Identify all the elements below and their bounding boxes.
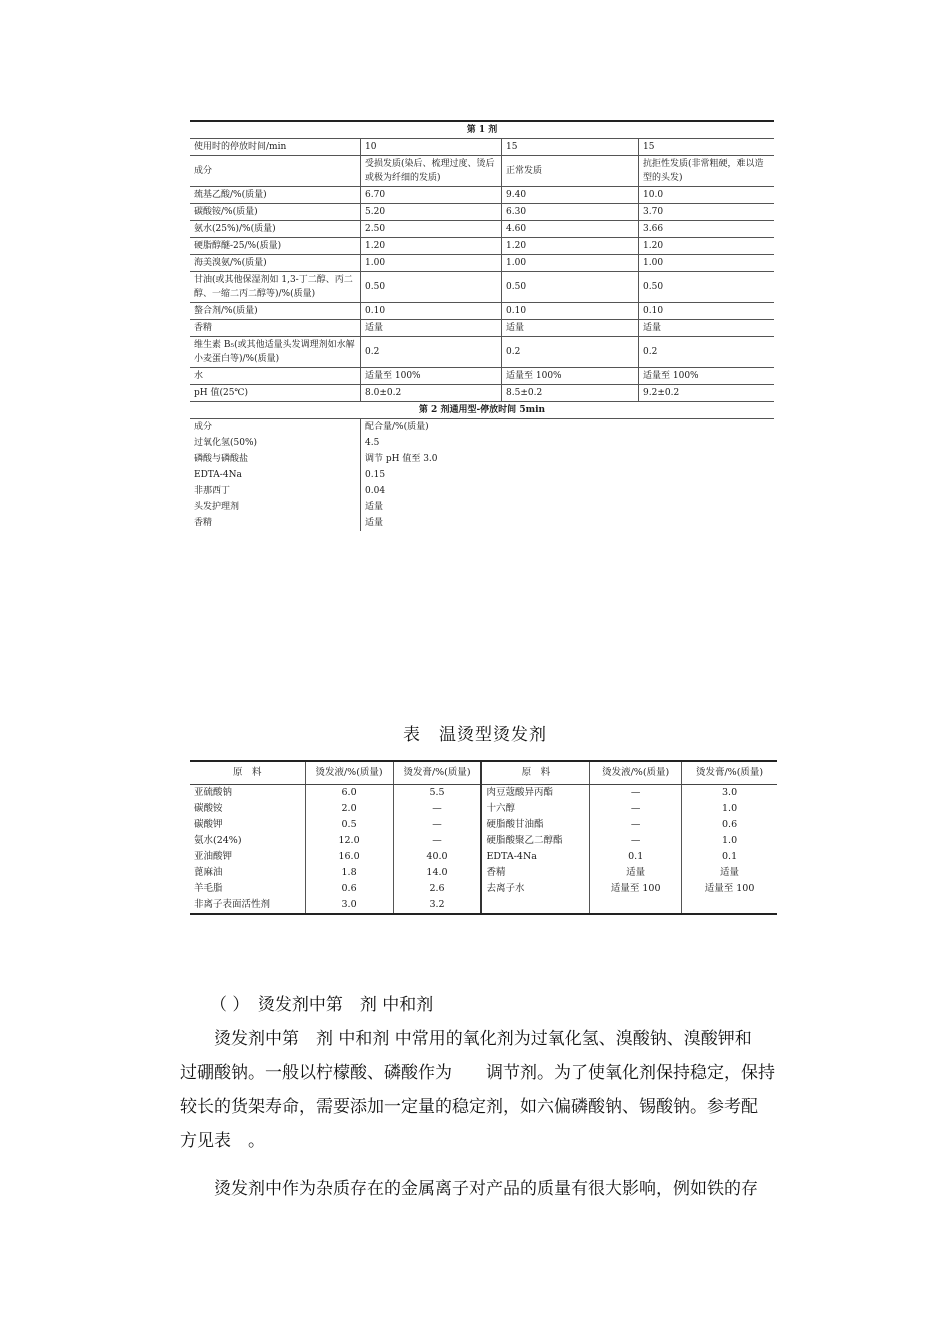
row-label: 香精 — [190, 320, 361, 337]
header-liquid-right: 烫发液/%(质量) — [590, 761, 682, 785]
row-label: 头发护理剂 — [194, 502, 240, 512]
table-row — [190, 833, 777, 849]
table-row — [190, 801, 777, 817]
liquid-value: 0.6 — [305, 881, 393, 897]
value-normal-hair: 9.40 — [502, 187, 639, 204]
value-normal-hair: 15 — [502, 139, 639, 156]
cream-value: 14.0 — [393, 865, 481, 881]
liquid-value: — — [590, 785, 682, 802]
paragraph-line: 较长的货架寿命，需要添加一定量的稳定剂，如六偏磷酸钠、锡酸钠。参考配 — [180, 1097, 758, 1117]
material-name: 氨水(24%) — [194, 835, 242, 846]
material-name: 香精 — [481, 865, 589, 881]
header-cream-left: 烫发膏/%(质量) — [393, 761, 481, 785]
table-row — [190, 499, 774, 515]
cream-value: 0.6 — [682, 817, 777, 833]
liquid-value: — — [590, 833, 682, 849]
section2-title: 第 2 剂通用型-停放时间 5min — [190, 402, 774, 419]
value-damaged-hair: 适量 — [361, 320, 502, 337]
cream-value: 5.5 — [393, 785, 481, 802]
table-row — [190, 467, 774, 483]
table-header-row — [190, 761, 777, 785]
header-material-right: 原 料 — [481, 761, 589, 785]
liquid-value: 0.5 — [305, 817, 393, 833]
value-normal-hair: 0.50 — [502, 272, 639, 303]
row-label: 氨水(25%)/%(质量) — [190, 221, 361, 238]
row-label: 非那西丁 — [194, 486, 231, 496]
value-resistant-hair: 3.66 — [639, 221, 775, 238]
cream-value — [682, 897, 777, 914]
material-name: 碳酸钾 — [194, 819, 223, 830]
row-label: EDTA-4Na — [194, 470, 242, 480]
value-damaged-hair: 0.50 — [361, 272, 502, 303]
header-cream-right: 烫发膏/%(质量) — [682, 761, 777, 785]
value-resistant-hair: 15 — [639, 139, 775, 156]
table-row — [190, 515, 774, 531]
table-row — [190, 897, 777, 914]
table-row — [190, 881, 777, 897]
cream-value: — — [393, 801, 481, 817]
material-name: 十六醇 — [481, 801, 589, 817]
material-name: EDTA-4Na — [481, 849, 589, 865]
value-normal-hair: 1.00 — [502, 255, 639, 272]
value-normal-hair: 正常发质 — [502, 156, 639, 187]
row-value: 0.15 — [361, 467, 775, 483]
value-resistant-hair: 0.50 — [639, 272, 775, 303]
liquid-value: — — [590, 817, 682, 833]
row-label: 甘油(或其他保湿剂如 1,3-丁二醇、丙二醇、一缩二丙二醇等)/%(质量) — [190, 272, 361, 303]
row-value: 适量 — [361, 499, 775, 515]
paragraph-line: 方见表 。 — [180, 1131, 265, 1151]
value-damaged-hair: 1.20 — [361, 238, 502, 255]
row-label: 螯合剂/%(质量) — [190, 303, 361, 320]
value-resistant-hair: 适量至 100% — [639, 368, 775, 385]
liquid-value: 6.0 — [305, 785, 393, 802]
cream-value: 2.6 — [393, 881, 481, 897]
table-row — [190, 817, 777, 833]
value-damaged-hair: 0.10 — [361, 303, 502, 320]
value-normal-hair: 6.30 — [502, 204, 639, 221]
value-resistant-hair: 适量 — [639, 320, 775, 337]
section-heading: （ ） 烫发剂中第 剂 中和剂 — [210, 995, 434, 1015]
row-label: 巯基乙酸/%(质量) — [190, 187, 361, 204]
liquid-value: 2.0 — [305, 801, 393, 817]
row-value: 配合量/%(质量) — [361, 419, 775, 436]
row-label: 香精 — [194, 518, 213, 528]
cream-value: 1.0 — [682, 833, 777, 849]
value-normal-hair: 适量 — [502, 320, 639, 337]
value-damaged-hair: 5.20 — [361, 204, 502, 221]
material-name: 肉豆蔻酸异丙酯 — [481, 785, 589, 802]
material-name: 非离子表面活性剂 — [190, 897, 305, 914]
header-material-left: 原 料 — [190, 761, 305, 785]
liquid-value: — — [590, 801, 682, 817]
liquid-value: 1.8 — [305, 865, 393, 881]
cream-value: 40.0 — [393, 849, 481, 865]
row-label: 成分 — [190, 419, 361, 436]
row-label: pH 值(25℃) — [190, 385, 361, 402]
value-resistant-hair: 抗拒性发质(非常粗硬，难以造型的头发) — [639, 156, 775, 187]
row-value: 适量 — [361, 515, 775, 531]
liquid-value: 0.1 — [590, 849, 682, 865]
cream-value: — — [393, 833, 481, 849]
warm-perm-table — [190, 760, 777, 915]
table-row — [190, 451, 774, 467]
table-row — [190, 337, 774, 368]
value-normal-hair: 1.20 — [502, 238, 639, 255]
material-name: 去离子水 — [481, 881, 589, 897]
value-resistant-hair: 9.2±0.2 — [639, 385, 775, 402]
table-row — [190, 785, 777, 802]
row-label: 维生素 B₅(或其他适量头发调理剂如水解小麦蛋白等)/%(质量) — [190, 337, 361, 368]
paragraph-line: 烫发剂中作为杂质存在的金属离子对产品的质量有很大影响，例如铁的存 — [180, 1179, 758, 1199]
material-name — [481, 897, 589, 914]
row-label: 过氧化氢(50%) — [194, 438, 258, 448]
value-resistant-hair: 10.0 — [639, 187, 775, 204]
value-resistant-hair: 0.2 — [639, 337, 775, 368]
row-value: 0.04 — [361, 483, 775, 499]
cream-value: 3.2 — [393, 897, 481, 914]
value-normal-hair: 适量至 100% — [502, 368, 639, 385]
value-damaged-hair: 6.70 — [361, 187, 502, 204]
cream-value: 1.0 — [682, 801, 777, 817]
value-resistant-hair: 3.70 — [639, 204, 775, 221]
value-normal-hair: 0.10 — [502, 303, 639, 320]
table-caption: 表 温烫型烫发剂 — [403, 725, 547, 745]
row-label: 硬脂醇醚-25/%(质量) — [190, 238, 361, 255]
table-row — [190, 483, 774, 499]
row-label: 使用时的停放时间/min — [190, 139, 361, 156]
table-row — [190, 865, 777, 881]
value-normal-hair: 4.60 — [502, 221, 639, 238]
table-row — [190, 303, 774, 320]
table-row — [190, 320, 774, 337]
row-value: 4.5 — [361, 435, 775, 451]
cream-value: 0.1 — [682, 849, 777, 865]
paragraph-line: 过硼酸钠。一般以柠檬酸、磷酸作为 调节剂。为了使氧化剂保持稳定，保持 — [180, 1063, 775, 1083]
table-row — [190, 255, 774, 272]
liquid-value: 适量 — [590, 865, 682, 881]
value-resistant-hair: 1.20 — [639, 238, 775, 255]
row-label: 碳酸铵/%(质量) — [190, 204, 361, 221]
liquid-value: 3.0 — [305, 897, 393, 914]
value-damaged-hair: 适量至 100% — [361, 368, 502, 385]
liquid-value: 16.0 — [305, 849, 393, 865]
cream-value: 适量至 100 — [682, 881, 777, 897]
row-label: 成分 — [190, 156, 361, 187]
table-row — [190, 419, 774, 436]
value-damaged-hair: 2.50 — [361, 221, 502, 238]
material-name: 碳酸铵 — [194, 803, 223, 814]
material-name: 硬脂酸聚乙二醇酯 — [481, 833, 589, 849]
perm-formula-table — [190, 120, 774, 531]
table-row — [190, 238, 774, 255]
material-name: 亚硫酸钠 — [194, 787, 233, 798]
table-row — [190, 187, 774, 204]
material-name: 蓖麻油 — [194, 867, 223, 878]
value-normal-hair: 0.2 — [502, 337, 639, 368]
row-label: 磷酸与磷酸盐 — [194, 454, 249, 464]
cream-value: 适量 — [682, 865, 777, 881]
value-damaged-hair: 10 — [361, 139, 502, 156]
table-row — [190, 368, 774, 385]
table-row — [190, 272, 774, 303]
header-liquid-left: 烫发液/%(质量) — [305, 761, 393, 785]
table-row — [190, 435, 774, 451]
section1-title: 第 1 剂 — [190, 121, 774, 139]
liquid-value: 适量至 100 — [590, 881, 682, 897]
table-row — [190, 204, 774, 221]
material-name: 硬脂酸甘油酯 — [481, 817, 589, 833]
liquid-value: 12.0 — [305, 833, 393, 849]
table-row — [190, 221, 774, 238]
table-row — [190, 385, 774, 402]
row-value: 调节 pH 值至 3.0 — [361, 451, 775, 467]
cream-value: 3.0 — [682, 785, 777, 802]
table-row — [190, 849, 777, 865]
value-resistant-hair: 1.00 — [639, 255, 775, 272]
table-row — [190, 156, 774, 187]
liquid-value — [590, 897, 682, 914]
cream-value: — — [393, 817, 481, 833]
value-resistant-hair: 0.10 — [639, 303, 775, 320]
paragraph-line: 烫发剂中第 剂 中和剂 中常用的氧化剂为过氧化氢、溴酸钠、溴酸钾和 — [180, 1029, 752, 1049]
value-damaged-hair: 1.00 — [361, 255, 502, 272]
value-normal-hair: 8.5±0.2 — [502, 385, 639, 402]
value-damaged-hair: 受损发质(染后、梳理过度、烫后或极为纤细的发质) — [361, 156, 502, 187]
row-label: 水 — [190, 368, 361, 385]
value-damaged-hair: 0.2 — [361, 337, 502, 368]
material-name: 羊毛脂 — [194, 883, 223, 894]
value-damaged-hair: 8.0±0.2 — [361, 385, 502, 402]
material-name: 亚油酸钾 — [194, 851, 233, 862]
row-label: 海美溴氨/%(质量) — [190, 255, 361, 272]
table-row — [190, 139, 774, 156]
